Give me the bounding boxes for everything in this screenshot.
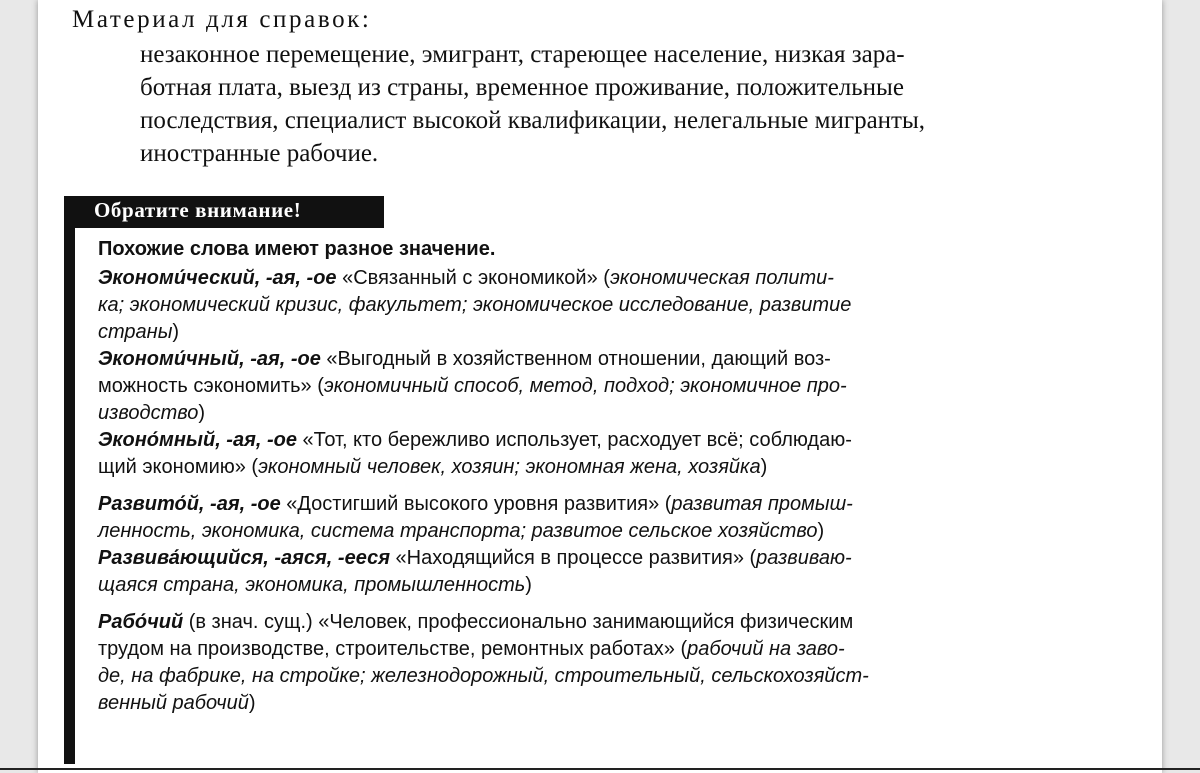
entry-definition: ) xyxy=(248,692,256,714)
dictionary-entry xyxy=(98,427,1010,481)
reference-heading: Материал для справок: xyxy=(72,6,372,33)
entry-definition: ) xyxy=(172,321,180,343)
entry-definition: (в знач. сущ.) «Человек, профессионально занимающийся физическим xyxy=(183,611,854,633)
entry-line xyxy=(98,373,1010,400)
dictionary-entry xyxy=(98,545,1010,599)
entry-example: экономный человек, хозяин; экономная жена, хозяйка xyxy=(258,456,761,478)
entry-line xyxy=(98,292,1010,319)
dictionary-entry xyxy=(98,491,1010,545)
entry-example: изводство xyxy=(98,402,199,424)
attention-title: Обратите внимание! xyxy=(94,198,302,222)
entry-definition: ) xyxy=(817,520,825,542)
entry-headword: Экономи́чный, -ая, -ое xyxy=(98,348,321,370)
entry-line xyxy=(98,572,1010,599)
entry-headword: Развито́й, -ая, -ое xyxy=(98,493,281,515)
entry-definition: «Связанный с экономикой» ( xyxy=(336,267,610,289)
attention-note xyxy=(98,236,1010,717)
entry-definition: ) xyxy=(760,456,768,478)
reference-line: иностранные рабочие. xyxy=(140,140,379,167)
entry-line xyxy=(98,690,1010,717)
entry-example: венный рабочий xyxy=(98,692,249,714)
entry-line xyxy=(98,454,1010,481)
attention-side-bar xyxy=(64,226,75,764)
attention-subtitle: Похожие слова имеют разное значение. xyxy=(98,238,496,260)
entry-example: щаяся страна, экономика, промышленность xyxy=(98,574,526,596)
entry-line xyxy=(98,545,1010,572)
entry-headword: Эконо́мный, -ая, -ое xyxy=(98,429,297,451)
entry-line xyxy=(98,319,1010,346)
entry-example: экономичный способ, метод, подход; экономичное про- xyxy=(323,375,847,397)
entry-example: экономическая полити- xyxy=(609,267,834,289)
entry-line xyxy=(98,427,1010,454)
entry-definition: трудом на производстве, строительстве, ремонтных работах» ( xyxy=(98,638,688,660)
entry-definition: «Тот, кто бережливо использует, расходует всё; соблюдаю- xyxy=(296,429,852,451)
dictionary-entry xyxy=(98,265,1010,346)
entry-line xyxy=(98,663,1010,690)
entry-example: страны xyxy=(98,321,173,343)
reference-line: последствия, специалист высокой квалификации, нелегальные мигранты, xyxy=(140,107,926,134)
reference-line: ботная плата, выезд из страны, временное проживание, положительные xyxy=(140,74,904,101)
entry-line xyxy=(98,491,1010,518)
entry-example: де, на фабрике, на стройке; железнодорожный, строительный, сельскохозяйст- xyxy=(98,665,869,687)
entry-example: рабочий на заво- xyxy=(687,638,845,660)
entry-definition: ) xyxy=(198,402,206,424)
entry-example: развитая промыш- xyxy=(671,493,853,515)
entry-headword: Развива́ющийся, -аяся, -ееся xyxy=(98,547,390,569)
dictionary-entry xyxy=(98,609,1010,717)
entry-line xyxy=(98,636,1010,663)
entry-definition: «Достигший высокого уровня развития» ( xyxy=(280,493,672,515)
entry-example: развиваю- xyxy=(756,547,852,569)
entry-line xyxy=(98,609,1010,636)
entry-definition: «Находящийся в процессе развития» ( xyxy=(389,547,757,569)
entry-headword: Экономи́ческий, -ая, -ое xyxy=(98,267,337,289)
entry-spacer xyxy=(98,599,1010,609)
entries-list xyxy=(98,265,1010,717)
dictionary-entry xyxy=(98,346,1010,427)
bottom-rule xyxy=(0,768,1200,770)
entry-line xyxy=(98,265,1010,292)
entry-example: ка; экономический кризис, факультет; экономическое исследование, развитие xyxy=(98,294,852,316)
entry-line xyxy=(98,346,1010,373)
reference-line: незаконное перемещение, эмигрант, стареющее население, низкая зара- xyxy=(140,41,905,68)
entry-definition: щий экономию» ( xyxy=(98,456,259,478)
entry-spacer xyxy=(98,481,1010,491)
entry-example: ленность, экономика, система транспорта; развитое сельское хозяйство xyxy=(98,520,818,542)
reference-text xyxy=(140,38,1046,170)
entry-line xyxy=(98,518,1010,545)
entry-headword: Рабо́чий xyxy=(98,611,184,633)
entry-definition: ) xyxy=(525,574,532,596)
entry-definition: можность сэкономить» ( xyxy=(98,375,324,397)
entry-line xyxy=(98,400,1010,427)
entry-definition: «Выгодный в хозяйственном отношении, дающий воз- xyxy=(320,348,831,370)
